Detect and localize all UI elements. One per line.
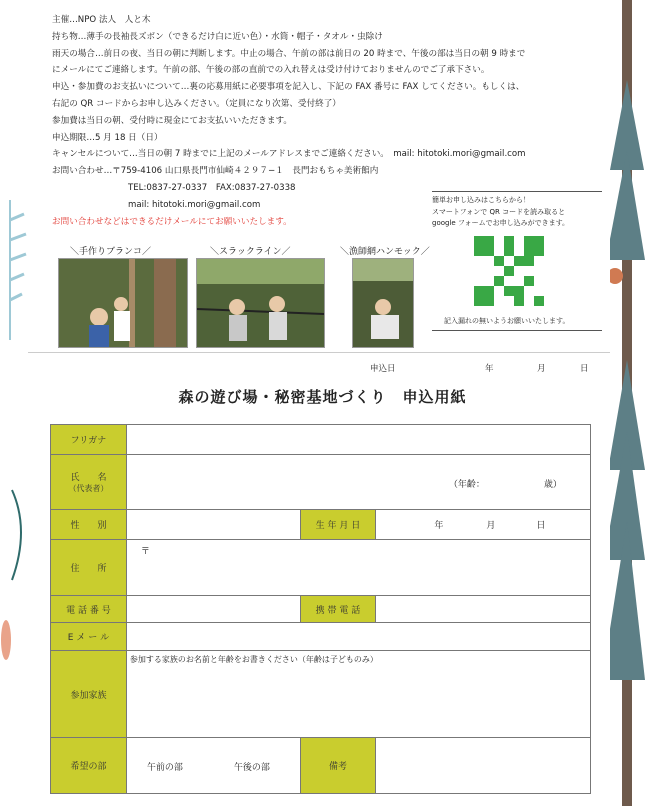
application-form	[50, 424, 591, 794]
qr-text-2: スマートフォンで QR コードを読み取ると	[432, 207, 566, 216]
date-label: 申込日	[370, 364, 396, 374]
info-line: 雨天の場合…前日の夜、当日の朝に判断します。中止の場合、午前の部は前日の 20 時まで、午後の部は当日の朝 9 時まで	[52, 48, 526, 59]
photo-caption-slackline: ＼スラックライン／	[210, 247, 291, 257]
phone-field[interactable]	[126, 596, 300, 623]
session-am[interactable]: 午前の部	[146, 763, 183, 773]
info-line: 参加費は当日の朝、受付時に現金にてお支払いいただきます。	[52, 115, 292, 126]
address-label: 住 所	[51, 540, 127, 596]
mobile-label: 携 帯 電 話	[300, 596, 376, 623]
birthday-label: 生 年 月 日	[300, 510, 376, 540]
email-label: E メ ー ル	[51, 623, 127, 651]
info-line: 主催…NPO 法人 人と木	[52, 15, 151, 25]
birthday-day: 日	[536, 521, 546, 531]
qr-note: 記入漏れの無いようお願いいたします。	[432, 316, 602, 332]
info-line: 持ち物…薄手の長袖長ズボン（できるだけ白に近い色）・水筒・帽子・タオル・虫除け	[52, 31, 383, 42]
info-line: 申込・参加費のお支払いについて…裏の応募用紙に必要事項を記入し、下記の FAX 番号に FAX してください。もしくは、	[52, 82, 525, 93]
contact-line: お問い合わせ…〒759-4106 山口県長門市仙崎４２９７−１ 長門おもちゃ美術館内	[52, 166, 379, 177]
mobile-field[interactable]	[376, 596, 591, 623]
divider	[28, 352, 610, 353]
remarks-label: 備考	[300, 738, 376, 794]
email-field[interactable]	[126, 623, 590, 651]
address-field[interactable]	[126, 540, 590, 596]
photo-swing	[58, 258, 188, 348]
family-hint: 参加する家族のお名前と年齢をお書きください（年齢は子どものみ）	[129, 655, 378, 664]
email-note: お問い合わせなどはできるだけメールにてお願いいたします。	[52, 216, 292, 227]
session-field[interactable]	[126, 738, 300, 794]
qr-code-icon[interactable]	[474, 236, 544, 306]
date-month: 月	[537, 364, 546, 374]
qr-section	[432, 191, 602, 331]
qr-text-1: 簡単お申し込みはこちらから！	[432, 191, 602, 207]
furigana-field[interactable]	[126, 425, 590, 455]
tel-fax-line: TEL:0837-27-0337 FAX:0837-27-0338	[128, 182, 296, 193]
session-pm[interactable]: 午後の部	[233, 763, 270, 773]
cancel-line: キャンセルについて…当日の朝 7 時までに上記のメールアドレスまでご連絡ください。 mail: hitotoki.mori@gmail.com	[52, 149, 526, 160]
family-field[interactable]	[126, 651, 590, 738]
form-title: 森の遊び場・秘密基地づくり 申込用紙	[178, 388, 467, 406]
age-open: （年齢：	[448, 480, 485, 490]
info-line: 右記の QR コードからお申し込みください。（定員になり次第、受付終了）	[52, 98, 341, 109]
info-line: 申込期限…5 月 18 日（日）	[52, 132, 163, 143]
remarks-field[interactable]	[376, 738, 591, 794]
date-year: 年	[485, 364, 494, 374]
photo-caption-hammock: ＼漁師網ハンモック／	[340, 247, 430, 257]
birthday-year: 年	[434, 521, 444, 531]
birthday-field[interactable]	[376, 510, 591, 540]
photo-hammock	[352, 258, 414, 348]
photo-caption-swing: ＼手作りブランコ／	[70, 247, 152, 257]
birthday-month: 月	[486, 521, 496, 531]
name-field[interactable]	[126, 455, 590, 510]
gender-label: 性 別	[51, 510, 127, 540]
session-label: 希望の部	[51, 738, 127, 794]
furigana-label: フリガナ	[51, 425, 127, 455]
postal-mark: 〒	[140, 547, 150, 557]
mail-line: mail: hitotoki.mori@gmail.com	[128, 199, 261, 210]
family-label: 参加家族	[51, 651, 127, 738]
phone-label: 電 話 番 号	[51, 596, 127, 623]
info-line: にメールにてご連絡します。午前の部、午後の部の直前での入れ替えは受け付けておりませんのでご了承下さい。	[52, 65, 490, 76]
qr-text-3: google フォームでお申し込みができます。	[432, 219, 570, 227]
name-label: 氏 名 （代表者）	[51, 455, 127, 510]
age-close: 歳）	[543, 480, 562, 490]
date-day: 日	[580, 364, 589, 374]
gender-field[interactable]	[126, 510, 300, 540]
photo-slackline	[196, 258, 325, 348]
